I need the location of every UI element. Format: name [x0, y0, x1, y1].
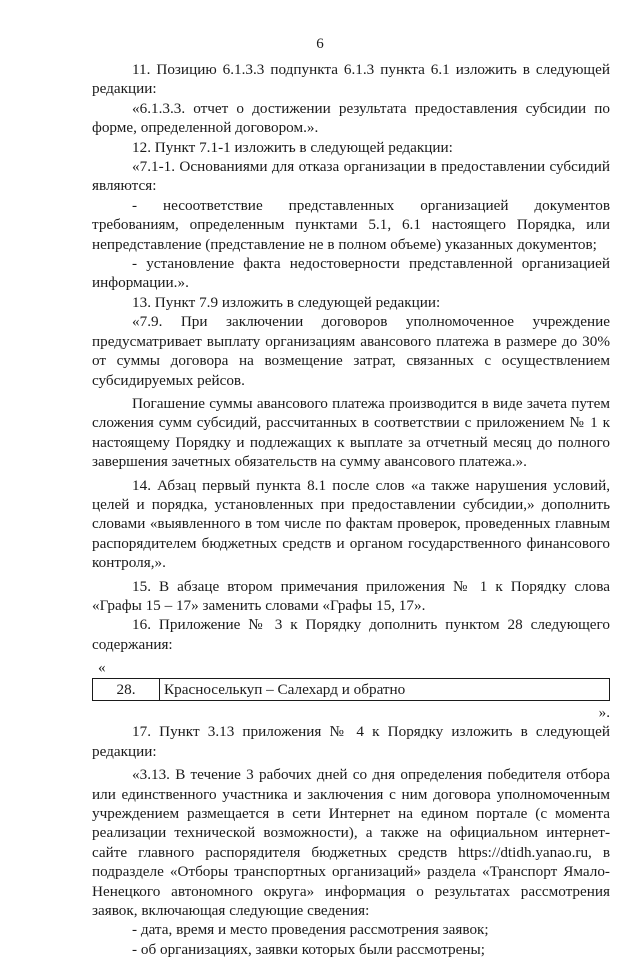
document-body: [92, 60, 610, 959]
paragraph: 15. В абзаце втором примечания приложения № 1 к Порядку слова «Графы 15 – 17» заменить словами «Графы 15, 17».: [92, 577, 610, 614]
route-table: [92, 678, 610, 701]
paragraph: «3.13. В течение 3 рабочих дней со дня определения победителя отбора или единственного участника и заключения с ним договора уполномоченным учреждением размещается в сети Интернет на едином портале (с момента реализации технической возможности), а также на официальном интернет-сайте главного распорядителя бюджетных средств https://dtidh.yanao.ru, в подразделе «Отборы транспортных организаций» раздела «Транспорт Ямало-Ненецкого автономного округа» информация о результатах рассмотрения заявок, включающая следующие сведения:: [92, 766, 610, 920]
paragraph: 14. Абзац первый пункта 8.1 после слов «а также нарушения условий, целей и порядка, установленных при предоставлении субсидии,» дополнить словами «выявленного в том числе по фактам проверок, проведенных главным распорядителем бюджетных средств и органом государственного финансового контроля,».: [92, 476, 610, 572]
list-item: - об организациях, заявки которых были рассмотрены;: [132, 940, 485, 958]
route-number-cell: 28.: [93, 678, 160, 700]
paragraph: «6.1.3.3. отчет о достижении результата предоставления субсидии по форме, определенной договором.».: [92, 99, 610, 137]
paragraph: Погашение суммы авансового платежа производится в виде зачета путем сложения сумм субсидий, рассчитанных в соответствии с приложением № 1 к настоящему Порядку и подлежащих к выплате за отчетный месяц до полного завершения зачетных обязательств на сумму авансового платежа.».: [92, 394, 610, 471]
paragraph: 13. Пункт 7.9 изложить в следующей редакции:: [132, 293, 441, 311]
list-item: - установление факта недостоверности представленной организацией информации.».: [92, 255, 610, 292]
quote-open: «: [98, 659, 106, 677]
list-item: - дата, время и место проведения рассмотрения заявок;: [132, 921, 489, 939]
paragraph: 12. Пункт 7.1-1 изложить в следующей редакции:: [132, 138, 453, 156]
paragraph: «7.9. При заключении договоров уполномоченное учреждение предусматривает выплату организациям авансового платежа в размере до 30% от суммы договора на возмещение затрат, связанных с осуществлением субсидируемых рейсов.: [92, 313, 610, 389]
paragraph: «7.1-1. Основаниями для отказа организации в предоставлении субсидий являются:: [92, 158, 610, 195]
route-name-cell: Красноселькуп – Салехард и обратно: [160, 678, 610, 700]
table-row: [93, 678, 610, 700]
list-item: - несоответствие представленных организацией документов требованиям, определенным пунктами 5.1, 6.1 настоящего Порядка, или непредставление (представление не в полном объеме) указанных документов;: [92, 196, 610, 253]
paragraph: 11. Позицию 6.1.3.3 подпункта 6.1.3 пункта 6.1 изложить в следующей редакции:: [92, 61, 610, 98]
quote-close: ».: [598, 704, 610, 721]
page-number: 6: [316, 36, 324, 52]
paragraph: 16. Приложение № 3 к Порядку дополнить пунктом 28 следующего содержания:: [92, 616, 610, 653]
paragraph: 17. Пункт 3.13 приложения № 4 к Порядку изложить в следующей редакции:: [92, 723, 610, 760]
